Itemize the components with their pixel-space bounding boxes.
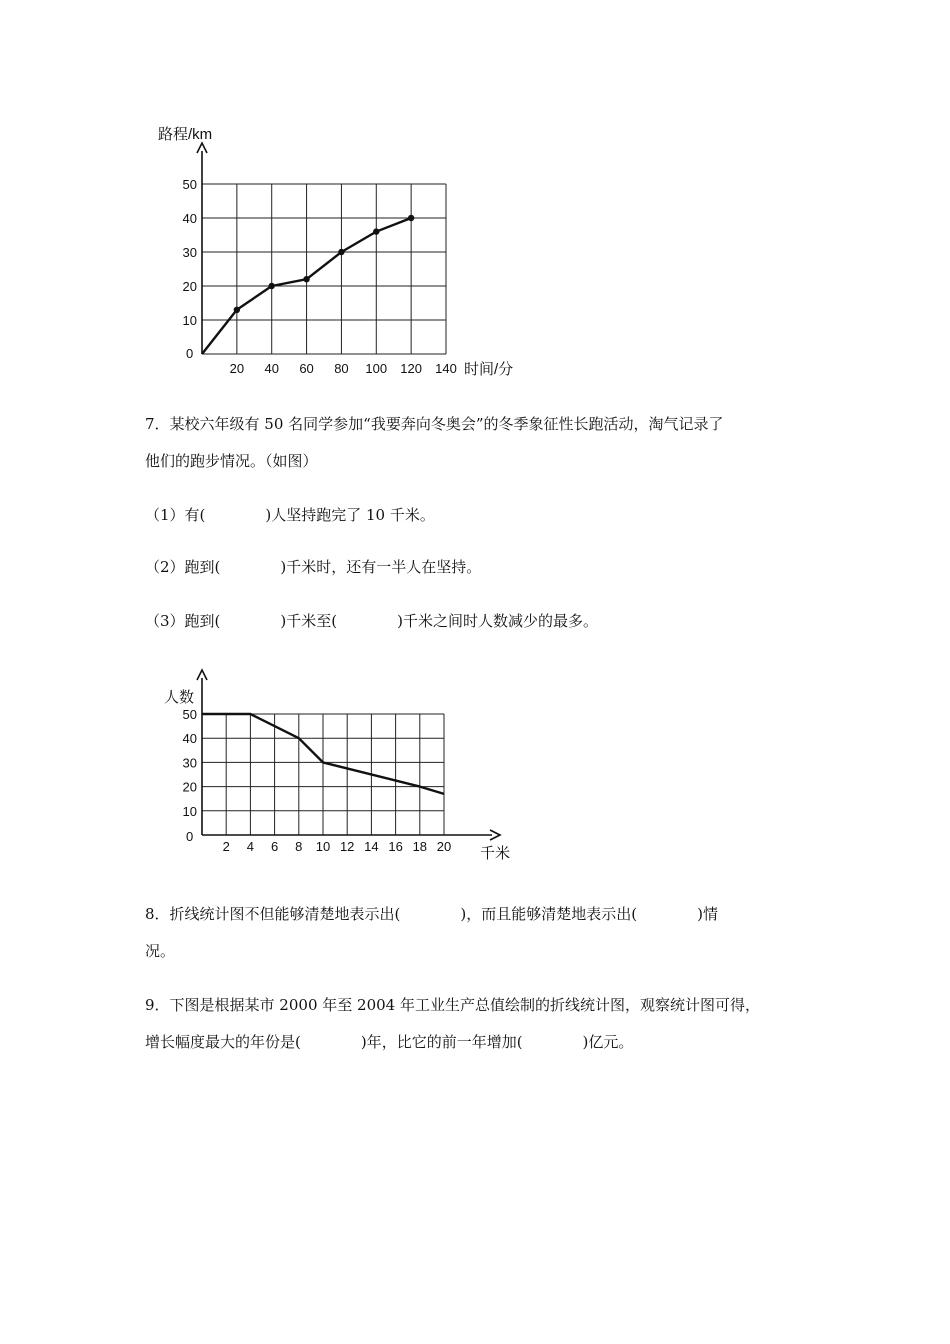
chart1-data-point bbox=[408, 215, 414, 221]
chart1-grid bbox=[202, 184, 446, 354]
q7-text-line-1: 7．某校六年级有 50 名同学参加“我要奔向冬奥会”的冬季象征性长跑活动，淘气记录了 bbox=[145, 415, 724, 433]
chart1-x-axis-title: 时间/分 bbox=[464, 361, 514, 378]
q9-text-line-1: 9．下图是根据某市 2000 年至 2004 年工业生产总值绘制的折线统计图，观察统计图可得， bbox=[145, 996, 760, 1014]
chart2-x-tick-label: 6 bbox=[270, 839, 279, 854]
chart2-y-tick-label: 30 bbox=[182, 755, 197, 771]
chart2-x-tick-label: 18 bbox=[412, 839, 428, 854]
chart1-y-tick-label: 40 bbox=[182, 211, 197, 226]
chart2-y-axis-title: 人数 bbox=[164, 689, 195, 706]
chart1-x-tick-label: 20 bbox=[229, 361, 245, 376]
chart1-data-point bbox=[373, 228, 379, 234]
chart1-x-tick-label: 80 bbox=[334, 361, 349, 376]
chart2-x-axis-title: 千米 bbox=[480, 845, 511, 862]
chart2-x-tick-label: 12 bbox=[339, 839, 355, 854]
chart1-x-tick-label: 60 bbox=[299, 361, 314, 376]
chart1-y-tick-label: 30 bbox=[182, 245, 197, 260]
chart1-data-point bbox=[234, 307, 240, 313]
q7-subquestion-1: （1）有( )人坚持跑完了 10 千米。 bbox=[145, 506, 435, 524]
chart1-y-tick-label: 10 bbox=[182, 313, 197, 328]
chart1-y-tick-label: 50 bbox=[182, 177, 197, 192]
chart2-x-tick-label: 8 bbox=[295, 839, 303, 854]
chart2-origin-label: 0 bbox=[186, 829, 194, 844]
q8-text-line-1: 8．折线统计图不但能够清楚地表示出( )，而且能够清楚地表示出( )情 bbox=[145, 905, 718, 923]
q7-subquestion-3: （3）跑到( )千米至( )千米之间时人数减少的最多。 bbox=[145, 612, 598, 630]
chart1-data-point bbox=[303, 276, 309, 282]
chart2-y-tick-label: 10 bbox=[182, 803, 197, 819]
chart1-origin-label: 0 bbox=[186, 346, 194, 361]
q7-subquestion-2: （2）跑到( )千米时，还有一半人在坚持。 bbox=[145, 558, 482, 576]
chart2-y-tick-label: 40 bbox=[182, 731, 197, 747]
chart2-x-tick-label: 2 bbox=[222, 839, 230, 854]
q9-text-line-2: 增长幅度最大的年份是( )年，比它的前一年增加( )亿元。 bbox=[145, 1033, 634, 1051]
q8-text-line-2: 况。 bbox=[145, 942, 176, 960]
chart2-y-tick-label: 50 bbox=[182, 707, 197, 722]
chart1-y-tick-label: 20 bbox=[182, 279, 197, 294]
distance-time-chart bbox=[150, 115, 550, 385]
chart2-grid bbox=[202, 714, 444, 835]
q7-text-line-2: 他们的跑步情况。（如图） bbox=[145, 452, 318, 470]
chart2-x-tick-label: 10 bbox=[315, 839, 331, 854]
chart1-x-tick-label: 100 bbox=[365, 361, 388, 376]
chart1-data-point bbox=[269, 283, 275, 289]
runners-distance-chart bbox=[150, 668, 530, 868]
chart1-x-tick-label: 120 bbox=[400, 361, 422, 376]
chart2-x-tick-label: 20 bbox=[436, 839, 452, 854]
chart1-x-tick-label: 140 bbox=[435, 361, 457, 376]
chart2-y-tick-label: 20 bbox=[182, 779, 197, 795]
chart2-x-tick-label: 16 bbox=[388, 839, 403, 854]
chart2-x-tick-label: 4 bbox=[246, 839, 255, 854]
chart1-data-point bbox=[338, 249, 344, 255]
chart1-x-tick-label: 40 bbox=[264, 361, 279, 376]
chart2-x-tick-label: 14 bbox=[364, 839, 379, 854]
chart1-y-axis-title: 路程/km bbox=[158, 126, 213, 143]
